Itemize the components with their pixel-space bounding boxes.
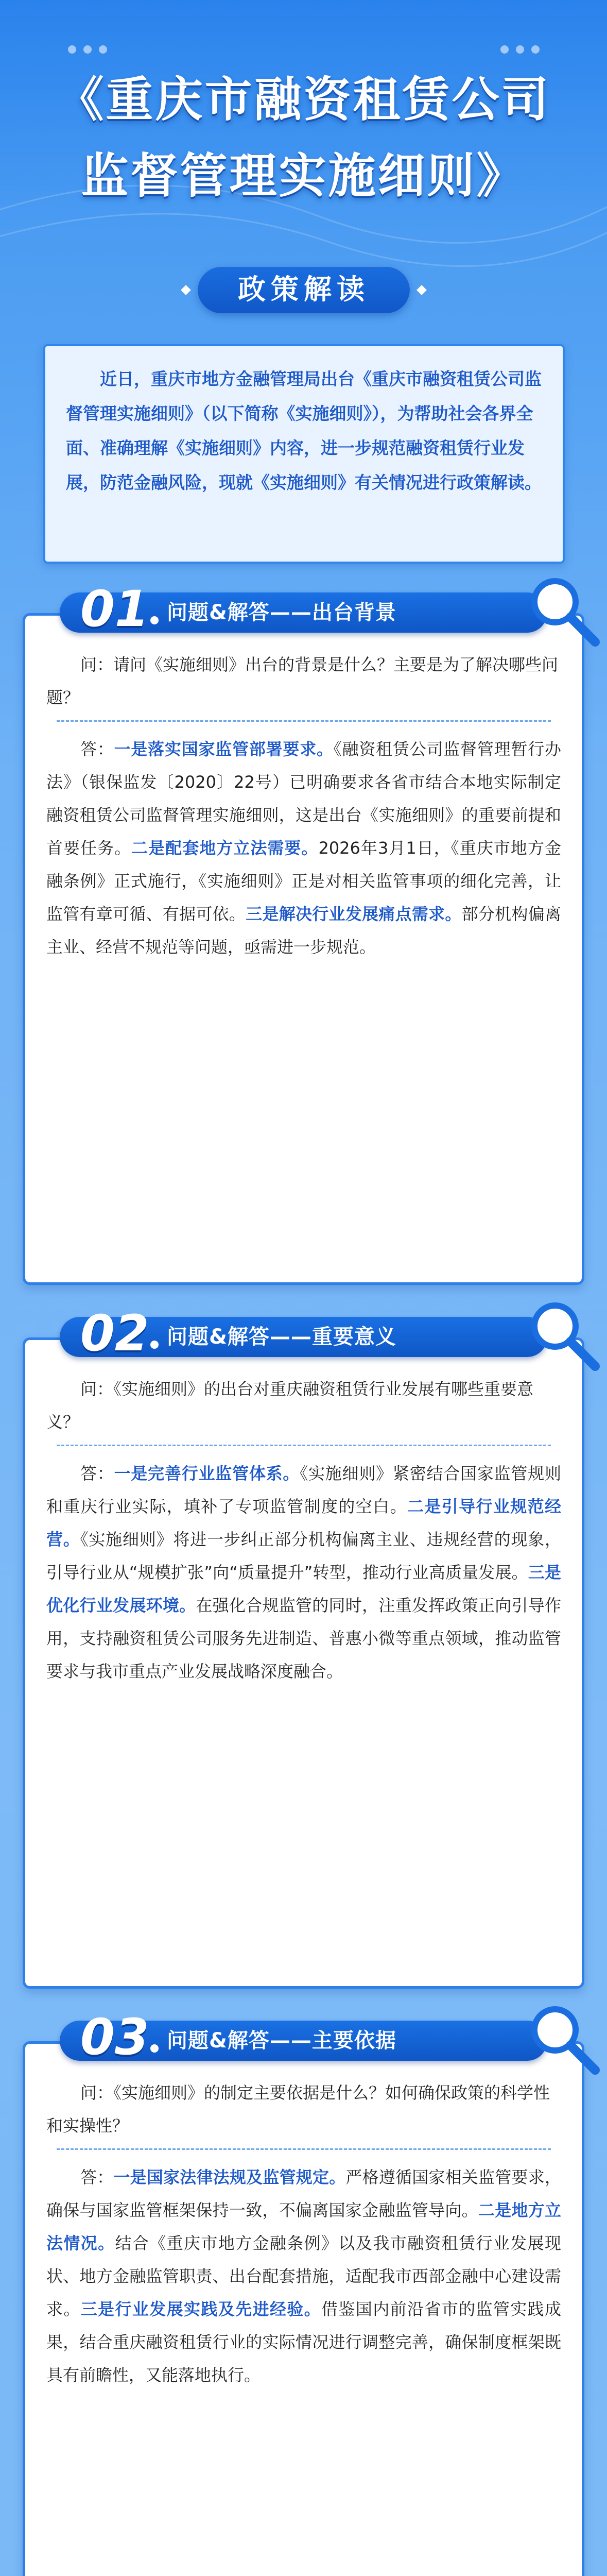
answer-text: 答： [80, 1464, 114, 1483]
answer-highlight: 三是解决行业发展痛点需求。 [246, 904, 462, 924]
page-title-line-1: 《重庆市融资租赁公司 [56, 72, 551, 127]
intro-text: 近日，重庆市地方金融管理局出台《重庆市融资租赁公司监督管理实施细则》（以下简称《实施细则》），为帮助社会各界全面、准确理解《实施细则》内容，进一步规范融资租赁行业发展，防范金融风险，现就《实施细则》有关情况进行政策解读。 [66, 369, 542, 493]
magnifier-icon [525, 572, 602, 649]
section-dot [150, 616, 159, 624]
answer-highlight: 二是引导行业规范经营。 [46, 1497, 561, 1549]
answer-1 [46, 733, 561, 963]
answer-text: 答： [80, 2167, 114, 2187]
answer-text: 在强化合规监管的同时，注重发挥政策正向引导作用，支持融资租赁公司服务先进制造、普惠小微等重点领域，推动监管要求与我市重点产业发展战略深度融合。 [46, 1596, 561, 1681]
section-header-2 [60, 1304, 547, 1362]
answer-text: 2026年3月1日，《重庆市地方金融条例》正式施行，《实施细则》正是对相关监管事项的细化完善，让监管有章可循、有据可依。 [46, 838, 561, 924]
page-title-line-2: 监督管理实施细则》 [81, 148, 526, 204]
diamond-icon [181, 285, 191, 295]
section-header-1 [60, 580, 547, 638]
answer-text: 部分机构偏离主业、经营不规范等问题，亟需进一步规范。 [46, 904, 561, 957]
answer-2 [46, 1457, 561, 1688]
divider [57, 1445, 551, 1446]
answer-text: 《实施细则》紧密结合国家监管规则和重庆行业实际，填补了专项监管制度的空白。 [46, 1464, 561, 1516]
section-title: 问题&解答——出台背景 [167, 601, 396, 624]
answer-highlight: 三是行业发展实践及先进经验。 [80, 2299, 322, 2319]
magnifier-icon [525, 2000, 602, 2077]
section-number: 02 [80, 1304, 149, 1362]
section-title: 问题&解答——主要依据 [167, 2029, 396, 2053]
answer-highlight: 三是优化行业发展环境。 [46, 1563, 561, 1615]
section-title: 问题&解答——重要意义 [167, 1325, 396, 1349]
answer-highlight: 一是落实国家监管部署要求。 [114, 739, 334, 759]
question-2: 问：《实施细则》的出台对重庆融资租赁行业发展有哪些重要意义？ [46, 1379, 534, 1432]
answer-3 [46, 2161, 561, 2392]
answer-text: 答： [80, 739, 114, 759]
question-3: 问：《实施细则》的制定主要依据是什么？如何确保政策的科学性和实操性？ [46, 2083, 550, 2136]
page-header [0, 0, 607, 392]
answer-text: 《实施细则》将进一步纠正部分机构偏离主业、违规经营的现象，引导行业从“规模扩张”向“质量提升”转型，推动行业高质量发展。 [46, 1530, 561, 1582]
section-header-3 [60, 2008, 547, 2066]
answer-highlight: 二是地方立法情况。 [46, 2200, 561, 2253]
divider [57, 720, 551, 722]
answer-highlight: 一是国家法律法规及监管规定。 [113, 2167, 346, 2187]
section-number: 01 [80, 580, 149, 638]
answer-text: 结合《重庆市地方金融条例》以及我市融资租赁行业发展现状、地方金融监管职责、出台配套措施，适配我市西部金融中心建设需求。 [46, 2233, 561, 2319]
intro-box [43, 344, 565, 564]
magnifier-icon [525, 1296, 602, 1374]
subtitle-banner [198, 266, 410, 313]
section-number: 03 [80, 2008, 149, 2066]
section-dot [150, 1341, 159, 1349]
question-1: 问：请问《实施细则》出台的背景是什么？主要是为了解决哪些问题？ [46, 655, 559, 707]
answer-text: 借鉴国内前沿省市的监管实践成果，结合重庆融资租赁行业的实际情况进行调整完善，确保制度框架既具有前瞻性，又能落地执行。 [46, 2299, 561, 2385]
answer-highlight: 一是完善行业监管体系。 [114, 1464, 300, 1483]
subtitle-text: 政策解读 [238, 273, 370, 306]
section-dot [150, 2044, 159, 2053]
answer-highlight: 二是配套地方立法需要。 [131, 838, 319, 858]
divider [57, 2148, 551, 2150]
answer-text: 《融资租赁公司监督管理暂行办法》（银保监发〔2020〕22号）已明确要求各省市结合本地实际制定融资租赁公司监督管理实施细则，这是出台《实施细则》的重要前提和首要任务。 [46, 739, 561, 858]
answer-text: 严格遵循国家相关监管要求，确保与国家监管框架保持一致，不偏离国家金融监管导向。 [46, 2167, 561, 2220]
diamond-icon [417, 285, 427, 295]
